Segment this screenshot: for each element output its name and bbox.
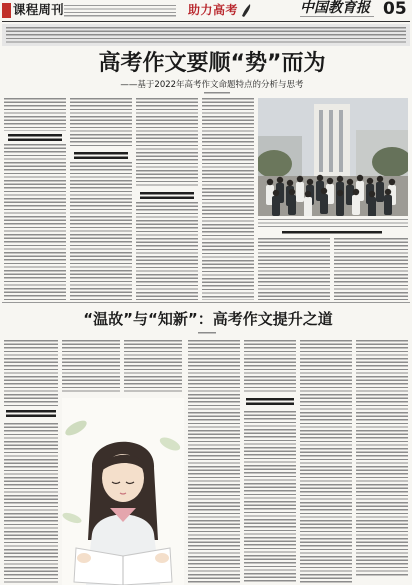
student-head [307, 179, 313, 185]
article-2-column-7-text [356, 340, 408, 576]
column-label: 助力高考 [188, 3, 239, 17]
article-1-headline: 高考作文要顺“势”而为 [98, 51, 326, 76]
article-1-column-4-text [202, 98, 254, 300]
article-1-column-3-text [136, 98, 198, 188]
editor-note-text [6, 27, 406, 43]
student-head [287, 180, 293, 186]
student-head [297, 176, 303, 182]
student-body [320, 194, 328, 214]
paper-name: 中国教育报 [300, 0, 370, 16]
issue-date-line [300, 16, 374, 19]
photo-tower-windows [329, 110, 333, 172]
article-1-subhead-1 [8, 134, 62, 141]
student-body [368, 197, 376, 216]
article-2-column-5-text [244, 340, 296, 394]
student-head [317, 175, 323, 181]
student-head [327, 178, 333, 184]
student-head [267, 179, 273, 185]
article-1-column-1-text [4, 98, 66, 131]
article-1-sidebar-heading [282, 231, 382, 235]
article-2-subhead-zhixin [246, 398, 294, 407]
article-1-subheadline: ——基于2022年高考作文命题特点的分析与思考 [120, 80, 304, 90]
student-head [367, 178, 373, 184]
student-head [389, 179, 395, 185]
article-1-column-3-text [136, 202, 198, 300]
article-2-column-6-text [300, 340, 352, 583]
article-1-column-6-text [334, 238, 408, 300]
student-body [272, 196, 280, 216]
article-1-byline [204, 92, 230, 95]
section-name: 课程周刊 [13, 2, 64, 17]
student-head [289, 189, 295, 195]
photo-caption [258, 219, 408, 227]
student-head [369, 191, 375, 197]
header-rule [2, 21, 410, 22]
photo-tower-windows [339, 110, 343, 172]
page-number: 05 [383, 0, 407, 19]
girl-reading-illustration [62, 398, 184, 585]
student-head [357, 175, 363, 181]
student-body [376, 182, 384, 202]
article-2-byline [198, 332, 216, 335]
student-head [305, 191, 311, 197]
girl-hand [155, 553, 169, 563]
student-head [337, 176, 343, 182]
article-1-column-2-text [70, 162, 132, 300]
student-head [377, 176, 383, 182]
student-body [304, 197, 312, 216]
article-2-column-1-text [4, 340, 58, 406]
student-head [385, 189, 391, 195]
student-body [288, 195, 296, 215]
student-body [336, 196, 344, 216]
student-head [337, 190, 343, 196]
photo-tower-windows [319, 110, 323, 172]
article-2-column-3-text [124, 340, 182, 394]
students-group-photo [258, 98, 408, 216]
student-head [353, 189, 359, 195]
article-1-column-2-text [70, 98, 132, 148]
article-2-column-2-text [62, 340, 120, 394]
article-separator-rule [2, 302, 410, 303]
brush-stroke [242, 4, 250, 17]
editorial-staff-lines [64, 5, 176, 17]
article-2-column-5-text [244, 411, 296, 583]
section-red-tag [2, 3, 11, 18]
student-head [321, 188, 327, 194]
article-2-column-1-text [4, 423, 58, 583]
article-2-column-4-text [188, 340, 240, 583]
student-body [352, 195, 360, 215]
article-2-subhead-wengu [6, 410, 56, 419]
brush-decoration-icon [240, 3, 252, 18]
student-body [296, 182, 304, 202]
student-head [347, 179, 353, 185]
student-head [273, 190, 279, 196]
article-1-column-5-text [258, 238, 330, 300]
article-1-column-1-text [4, 144, 66, 300]
girl-hand [77, 553, 91, 563]
student-body [384, 195, 392, 215]
student-head [277, 177, 283, 183]
article-2-headline: “温故”与“知新”：高考作文提升之道 [83, 310, 333, 328]
article-1-subhead-3 [140, 192, 194, 199]
article-1-subhead-2 [74, 152, 128, 159]
